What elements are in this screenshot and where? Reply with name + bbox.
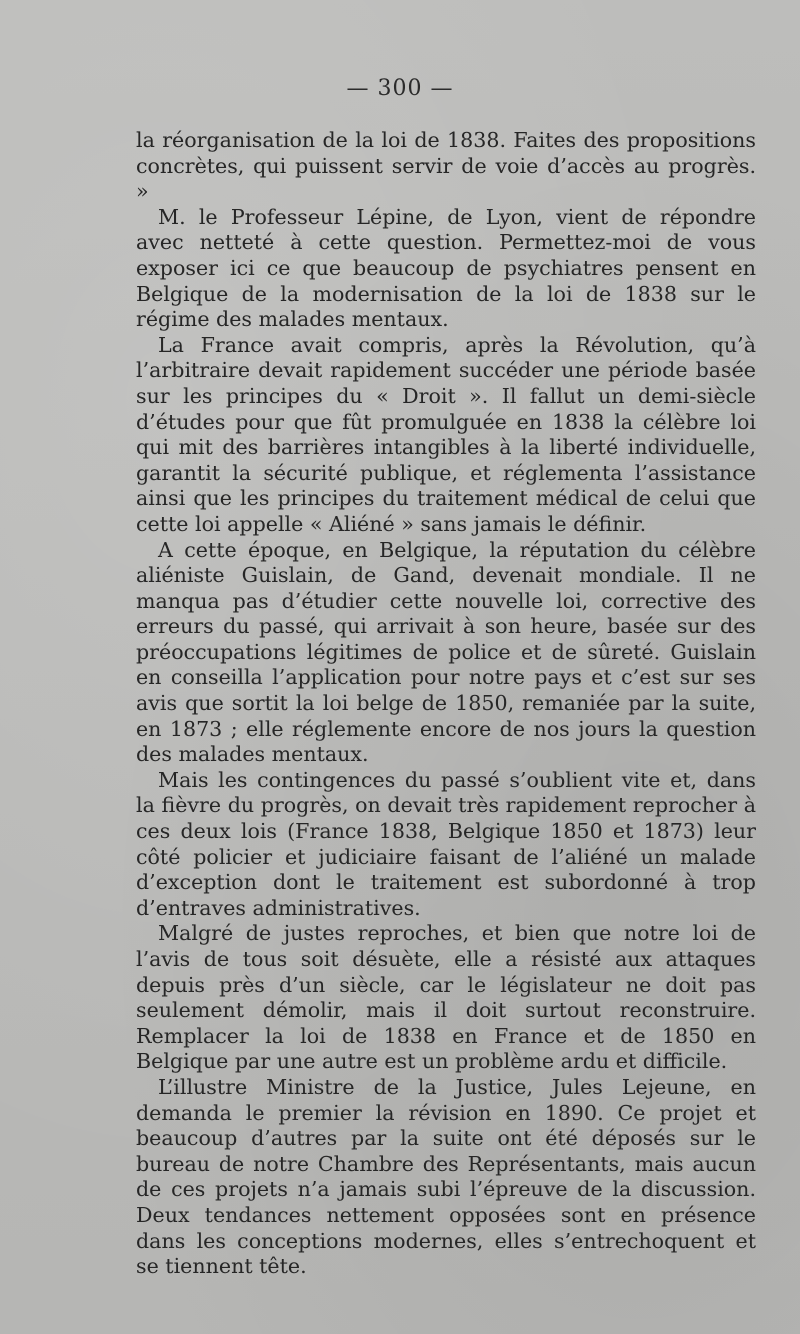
paragraph: Mais les contingences du passé s’oublient vite et, dans la fièvre du progrès, on devait très rapidement reprocher à ces deux lois (France 1838, Belgique 1850 et 1873) leur côté policier et judiciaire faisant de l’aliéné un malade d’exception dont le traitement est subordonné à trop d’entraves administratives. xyxy=(136,767,756,920)
paragraph: L’illustre Ministre de la Justice, Jules Lejeune, en demanda le premier la révision en 1890. Ce projet et beaucoup d’autres par la suite ont été déposés sur le bureau de notre Chambre des Représentants, mais aucun de ces projets n’a jamais subi l’épreuve de la discussion. Deux tendances nettement opposées sont en présence dans les conceptions modernes, elles s’entrechoquent et se tiennent tête. xyxy=(136,1074,756,1279)
page-number: — 300 — xyxy=(346,76,454,101)
paragraph: la réorganisation de la loi de 1838. Faites des propositions concrètes, qui puissent servir de voie d’accès au progrès. » xyxy=(136,128,756,204)
body-text xyxy=(136,128,756,1280)
paragraph: M. le Professeur Lépine, de Lyon, vient de répondre avec netteté à cette question. Permettez-moi de vous exposer ici ce que beaucoup de psychiatres pensent en Belgique de la modernisation de la loi de 1838 sur le régime des malades mentaux. xyxy=(136,204,756,332)
paragraph: La France avait compris, après la Révolution, qu’à l’arbitraire devait rapidement succéder une période basée sur les principes du « Droit ». Il fallut un demi-siècle d’études pour que fût promulguée en 1838 la célèbre loi qui mit des barrières intangibles à la liberté individuelle, garantit la sécurité publique, et réglementa l’assistance ainsi que les principes du traitement médical de celui que cette loi appelle « Aliéné » sans jamais le définir. xyxy=(136,332,756,536)
paragraph: Malgré de justes reproches, et bien que notre loi de l’avis de tous soit désuète, elle a résisté aux attaques depuis près d’un siècle, car le législateur ne doit pas seulement démolir, mais il doit surtout reconstruire. Remplacer la loi de 1838 en France et de 1850 en Belgique par une autre est un problème ardu et difficile. xyxy=(136,921,756,1074)
paragraph: A cette époque, en Belgique, la réputation du célèbre aliéniste Guislain, de Gand, devenait mondiale. Il ne manqua pas d’étudier cette nouvelle loi, corrective des erreurs du passé, qui arrivait à son heure, basée sur des préoccupations légitimes de police et de sûreté. Guislain en conseilla l’application pour notre pays et c’est sur ses avis que sortit la loi belge de 1850, remaniée par la suite, en 1873 ; elle réglemente encore de nos jours la question des malades mentaux. xyxy=(136,537,756,767)
